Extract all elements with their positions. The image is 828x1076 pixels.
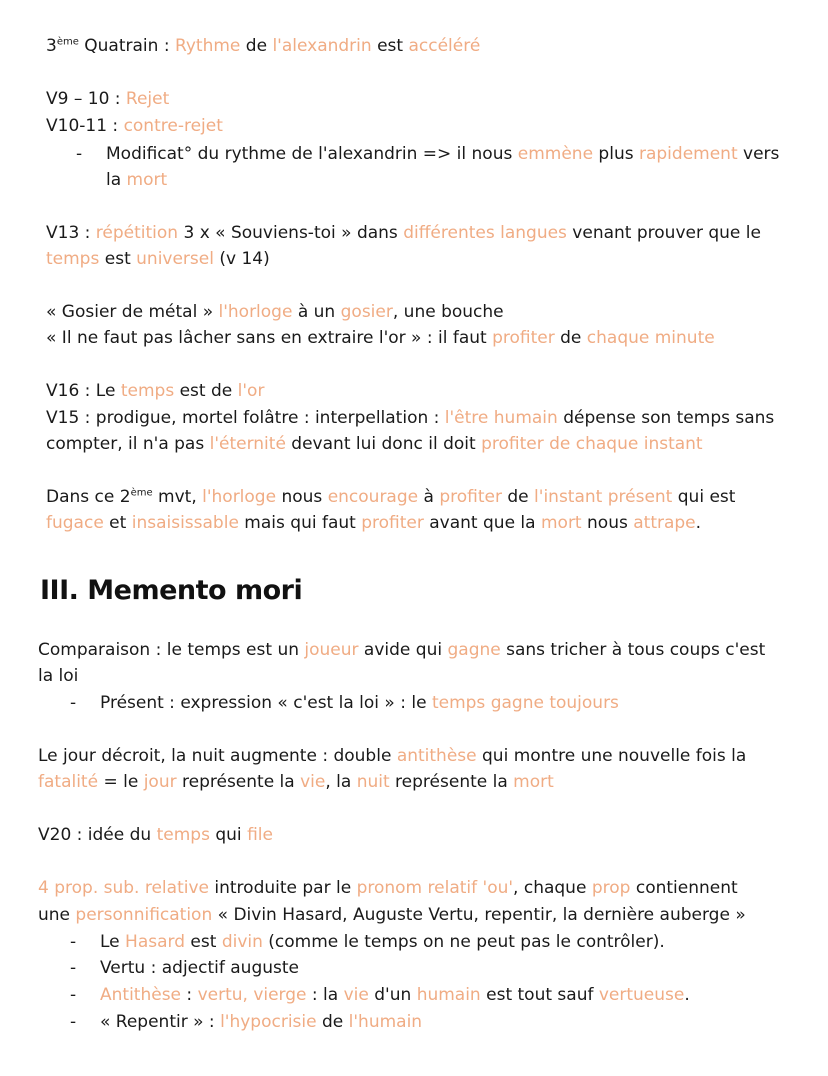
highlighted-text: l'horloge <box>202 487 277 507</box>
note-line <box>46 380 264 402</box>
highlighted-text: l'éternité <box>209 434 286 454</box>
text-segment: 3 <box>46 36 57 56</box>
text-segment: avant que la <box>423 513 541 533</box>
highlighted-text: vie <box>300 772 326 792</box>
note-line <box>38 745 746 767</box>
highlighted-text: profiter <box>492 328 555 348</box>
text-segment: nous <box>581 513 634 533</box>
note-line <box>46 35 480 57</box>
text-segment: Quatrain : <box>78 36 175 56</box>
highlighted-text: gagne <box>447 640 501 660</box>
note-line <box>46 301 504 323</box>
text-segment: plus <box>593 144 639 164</box>
text-segment: mvt, <box>152 487 203 507</box>
text-segment: d'un <box>368 985 417 1005</box>
text-segment: est de <box>174 381 238 401</box>
highlighted-text: Antithèse <box>100 985 182 1005</box>
highlighted-text: l'humain <box>348 1012 423 1032</box>
superscript-text: ème <box>130 487 153 499</box>
text-segment: est <box>99 249 137 269</box>
highlighted-text: mort <box>126 170 168 190</box>
text-segment: compter, il n'a pas <box>46 434 210 454</box>
highlighted-text: Rejet <box>125 89 170 109</box>
highlighted-text: Rythme <box>174 36 241 56</box>
note-line <box>38 771 554 793</box>
highlighted-text: l'horloge <box>218 302 293 322</box>
highlighted-text: file <box>247 825 273 845</box>
note-line <box>38 824 273 846</box>
highlighted-text: temps <box>156 825 210 845</box>
text-segment: (comme le temps on ne peut pas le contrôler). <box>262 932 665 952</box>
note-line <box>38 639 765 661</box>
text-segment: 3 x « Souviens-toi » dans <box>178 223 404 243</box>
note-line <box>100 957 299 979</box>
text-segment: V20 : idée du <box>38 825 157 845</box>
note-line <box>100 931 665 953</box>
bullet-dash: - <box>76 144 83 164</box>
highlighted-text: temps <box>120 381 175 401</box>
text-segment: (v 14) <box>213 249 270 269</box>
text-segment: qui <box>209 825 248 845</box>
text-segment: dépense son temps sans <box>557 408 775 428</box>
highlighted-text: l'alexandrin <box>272 36 372 56</box>
text-segment: introduite par le <box>208 878 357 898</box>
text-segment: avide qui <box>358 640 448 660</box>
highlighted-text: chaque minute <box>586 328 715 348</box>
highlighted-text: fatalité <box>38 772 99 792</box>
bullet-dash: - <box>70 1012 77 1032</box>
text-segment: Vertu : adjectif auguste <box>100 958 299 978</box>
highlighted-text: contre-rejet <box>123 116 223 136</box>
text-segment: la loi <box>38 666 79 686</box>
note-line <box>46 486 735 508</box>
text-segment: à <box>418 487 440 507</box>
text-segment: Dans ce 2 <box>46 487 131 507</box>
text-segment: nous <box>276 487 328 507</box>
text-segment: la <box>106 170 127 190</box>
text-segment: . <box>695 513 702 533</box>
text-segment: « Il ne faut pas lâcher sans en extraire l'or » : il faut <box>46 328 493 348</box>
note-line <box>38 904 746 926</box>
highlighted-text: mort <box>540 513 582 533</box>
text-segment: V10-11 : <box>46 116 124 136</box>
text-segment: de <box>240 36 273 56</box>
text-segment: est <box>371 36 409 56</box>
highlighted-text: différentes langues <box>403 223 567 243</box>
note-line <box>46 433 703 455</box>
note-line <box>46 407 774 429</box>
text-segment: de <box>501 487 535 507</box>
highlighted-text: profiter <box>361 513 424 533</box>
note-line <box>46 88 169 110</box>
text-segment: . <box>684 985 690 1005</box>
text-segment: Le <box>100 932 126 952</box>
note-line <box>38 665 78 687</box>
highlighted-text: prop <box>591 878 631 898</box>
text-segment: Présent : expression « c'est la loi » : le <box>100 693 432 713</box>
text-segment: et <box>103 513 132 533</box>
text-segment: « Gosier de métal » <box>46 302 219 322</box>
note-line <box>100 692 619 714</box>
highlighted-text: temps <box>46 249 100 269</box>
highlighted-text: attrape <box>633 513 696 533</box>
text-segment: est <box>185 932 222 952</box>
text-segment: qui est <box>672 487 736 507</box>
highlighted-text: nuit <box>356 772 390 792</box>
highlighted-text: antithèse <box>396 746 477 766</box>
text-segment: représente la <box>176 772 301 792</box>
text-segment: , une bouche <box>392 302 504 322</box>
text-segment: V13 : <box>46 223 96 243</box>
text-segment: V16 : Le <box>46 381 121 401</box>
highlighted-text: 4 prop. sub. relative <box>38 878 209 898</box>
note-line <box>106 169 167 191</box>
text-segment: à un <box>292 302 341 322</box>
highlighted-text: temps gagne toujours <box>431 693 619 713</box>
highlighted-text: vertu, vierge <box>197 985 307 1005</box>
highlighted-text: l'instant présent <box>534 487 673 507</box>
text-segment: qui montre une nouvelle fois la <box>476 746 747 766</box>
highlighted-text: personnification <box>75 905 213 925</box>
highlighted-text: joueur <box>304 640 359 660</box>
note-line <box>46 115 223 137</box>
text-segment: de <box>316 1012 349 1032</box>
text-segment: sans tricher à tous coups c'est <box>500 640 766 660</box>
highlighted-text: l'être humain <box>444 408 558 428</box>
text-segment: venant prouver que le <box>566 223 761 243</box>
text-segment: de <box>554 328 587 348</box>
highlighted-text: mort <box>513 772 554 792</box>
highlighted-text: l'hypocrisie <box>220 1012 317 1032</box>
text-segment: , chaque <box>513 878 592 898</box>
highlighted-text: profiter de chaque instant <box>481 434 703 454</box>
bullet-dash: - <box>70 985 77 1005</box>
note-line <box>100 1011 422 1033</box>
highlighted-text: pronom relatif 'ou' <box>356 878 514 898</box>
text-segment: une <box>38 905 76 925</box>
section-heading: III. Memento mori <box>40 575 303 606</box>
text-segment: mais qui faut <box>238 513 362 533</box>
text-segment: « Divin Hasard, Auguste Vertu, repentir, la dernière auberge » <box>212 905 746 925</box>
text-segment: = le <box>98 772 144 792</box>
note-line <box>106 143 779 165</box>
highlighted-text: humain <box>416 985 481 1005</box>
highlighted-text: divin <box>221 932 263 952</box>
text-segment: contiennent <box>630 878 738 898</box>
highlighted-text: profiter <box>439 487 502 507</box>
text-segment: « Repentir » : <box>100 1012 221 1032</box>
highlighted-text: l'or <box>237 381 265 401</box>
text-segment: V9 – 10 : <box>46 89 126 109</box>
text-segment: vers <box>737 144 780 164</box>
text-segment: , la <box>325 772 357 792</box>
note-line <box>46 248 270 270</box>
note-line <box>46 327 715 349</box>
highlighted-text: gosier <box>340 302 393 322</box>
text-segment: représente la <box>389 772 514 792</box>
highlighted-text: Hasard <box>125 932 186 952</box>
highlighted-text: insaisissable <box>131 513 239 533</box>
text-segment: Modificat° du rythme de l'alexandrin => il nous <box>106 144 518 164</box>
highlighted-text: vie <box>343 985 369 1005</box>
highlighted-text: répétition <box>95 223 179 243</box>
text-segment: Comparaison : le temps est un <box>38 640 305 660</box>
text-segment: : la <box>306 985 344 1005</box>
bullet-dash: - <box>70 932 77 952</box>
highlighted-text: vertueuse <box>598 985 685 1005</box>
highlighted-text: emmène <box>517 144 594 164</box>
text-segment: Le jour décroit, la nuit augmente : double <box>38 746 397 766</box>
highlighted-text: fugace <box>46 513 104 533</box>
note-line <box>38 877 738 899</box>
bullet-dash: - <box>70 958 77 978</box>
superscript-text: ème <box>56 36 79 48</box>
note-line <box>46 222 761 244</box>
note-line <box>100 984 690 1006</box>
text-segment: devant lui donc il doit <box>285 434 482 454</box>
bullet-dash: - <box>70 693 77 713</box>
note-line <box>46 512 701 534</box>
text-segment: est tout sauf <box>480 985 599 1005</box>
highlighted-text: jour <box>143 772 177 792</box>
text-segment: : <box>181 985 198 1005</box>
highlighted-text: accéléré <box>408 36 481 56</box>
text-segment: V15 : prodigue, mortel folâtre : interpellation : <box>46 408 445 428</box>
highlighted-text: encourage <box>327 487 419 507</box>
highlighted-text: rapidement <box>638 144 738 164</box>
highlighted-text: universel <box>136 249 214 269</box>
